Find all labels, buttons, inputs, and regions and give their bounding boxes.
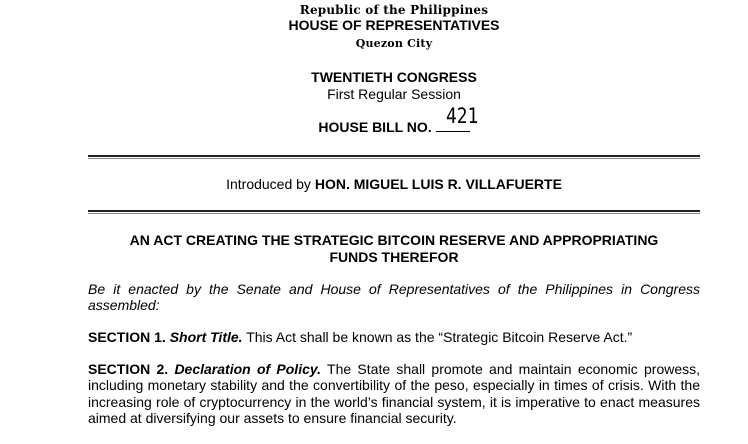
- city-heading: Quezon City: [355, 37, 433, 50]
- section-2: [88, 361, 700, 426]
- congress-heading: TWENTIETH CONGRESS: [311, 69, 477, 85]
- bill-number: 421: [446, 104, 479, 128]
- section-1-text: This Act shall be known as the “Strategic Bitcoin Reserve Act.”: [246, 329, 633, 345]
- session-heading: First Regular Session: [327, 86, 461, 102]
- house-heading: HOUSE OF REPRESENTATIVES: [288, 17, 500, 33]
- bill-title-line2: FUNDS THEREFOR: [329, 249, 459, 265]
- section-2-heading: Declaration of Policy.: [174, 361, 322, 377]
- enacting-clause: Be it enacted by the Senate and House of Representatives of the Philippines in Congress assembled:: [88, 281, 700, 314]
- bill-label: HOUSE BILL NO.: [318, 119, 432, 135]
- section-1-label: SECTION 1.: [88, 329, 166, 345]
- divider-top: [88, 155, 700, 157]
- section-2-label: SECTION 2.: [88, 361, 169, 377]
- introduced-by: [88, 176, 700, 192]
- divider-bottom: [88, 210, 700, 212]
- introduced-prefix: Introduced by: [226, 176, 315, 192]
- bill-number-blank: [436, 119, 470, 132]
- section-1-heading: Short Title.: [169, 329, 243, 345]
- bill-title-line1: AN ACT CREATING THE STRATEGIC BITCOIN RESERVE AND APPROPRIATING: [129, 232, 659, 248]
- republic-heading: Republic of the Philippines: [299, 3, 489, 17]
- bill-label-line: [88, 119, 700, 135]
- author-name: HON. MIGUEL LUIS R. VILLAFUERTE: [314, 176, 562, 192]
- section-2-text: The State shall promote and maintain economic prowess, including monetary stability and the convertibility of the peso, especially in times of crisis. With the increasing role of cryptocurrency in the world’s financial system, it is imperative to enact measures aimed at diversifying our assets to ensure financial security.: [88, 361, 701, 426]
- section-1: [88, 329, 700, 345]
